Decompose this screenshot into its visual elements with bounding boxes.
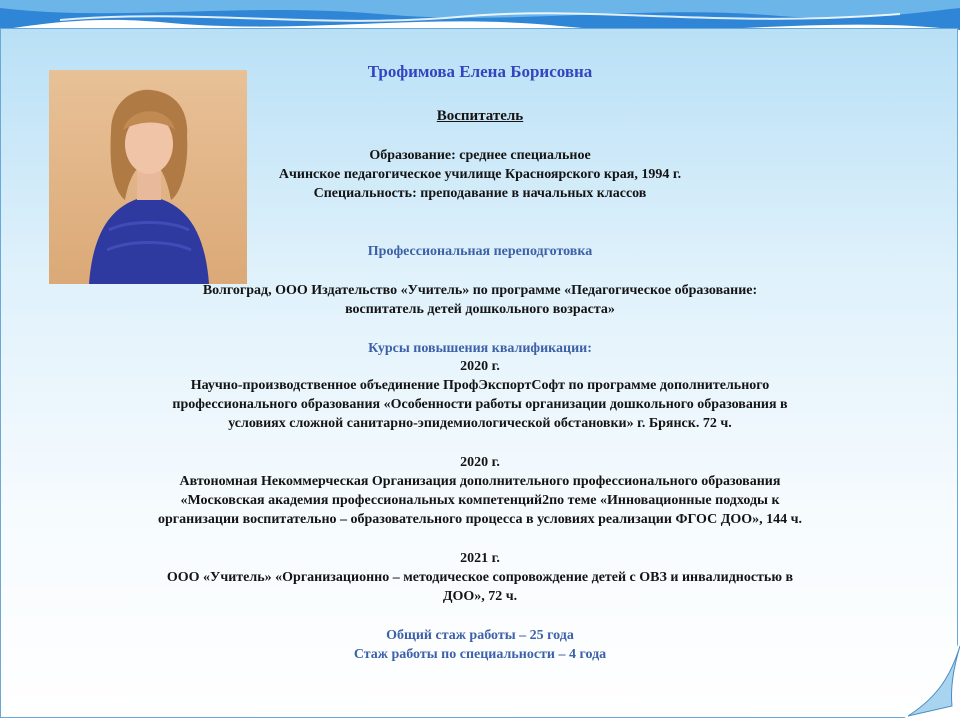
education-level: Образование: среднее специальное <box>369 148 591 163</box>
job-title: Воспитатель <box>436 108 524 124</box>
education-specialty: Специальность: преподавание в начальных классов <box>313 186 647 201</box>
course-line: профессионального образования «Особенности работы организации дошкольного образования в <box>172 397 788 412</box>
specialty-experience: Стаж работы по специальности – 4 года <box>353 647 607 662</box>
courses-heading: Курсы повышения квалификации: <box>368 341 592 356</box>
retraining-heading: Профессиональная переподготовка <box>367 244 593 259</box>
course-line: «Московская академия профессиональных компетенций2по теме «Инновационные подходы к <box>180 493 780 508</box>
course-line: ДОО», 72 ч. <box>442 589 518 604</box>
course-line: Автономная Некоммерческая Организация дополнительного профессионального образования <box>179 474 781 489</box>
course-line: Научно-производственное объединение ПрофЭкспортСофт по программе дополнительного <box>190 378 770 393</box>
course-year: 2021 г. <box>460 551 500 566</box>
course-line: ООО «Учитель» «Организационно – методическое сопровождение детей с ОВЗ и инвалидностью в <box>166 570 794 585</box>
education-institution: Ачинское педагогическое училище Красноярского края, 1994 г. <box>278 167 682 182</box>
course-line: организации воспитательно – образовательного процесса в условиях реализации ФГОС ДОО», 144 ч. <box>158 512 802 527</box>
total-experience: Общий стаж работы – 25 года <box>386 628 574 643</box>
retraining-line-1: Волгоград, ООО Издательство «Учитель» по программе «Педагогическое образование: <box>202 283 758 298</box>
course-year: 2020 г. <box>460 455 500 470</box>
employee-name: Трофимова Елена Борисовна <box>367 62 593 81</box>
course-year: 2020 г. <box>460 359 500 374</box>
course-line: условиях сложной санитарно-эпидемиологической обстановки» г. Брянск. 72 ч. <box>228 416 732 431</box>
retraining-line-2: воспитатель детей дошкольного возраста» <box>345 302 615 317</box>
